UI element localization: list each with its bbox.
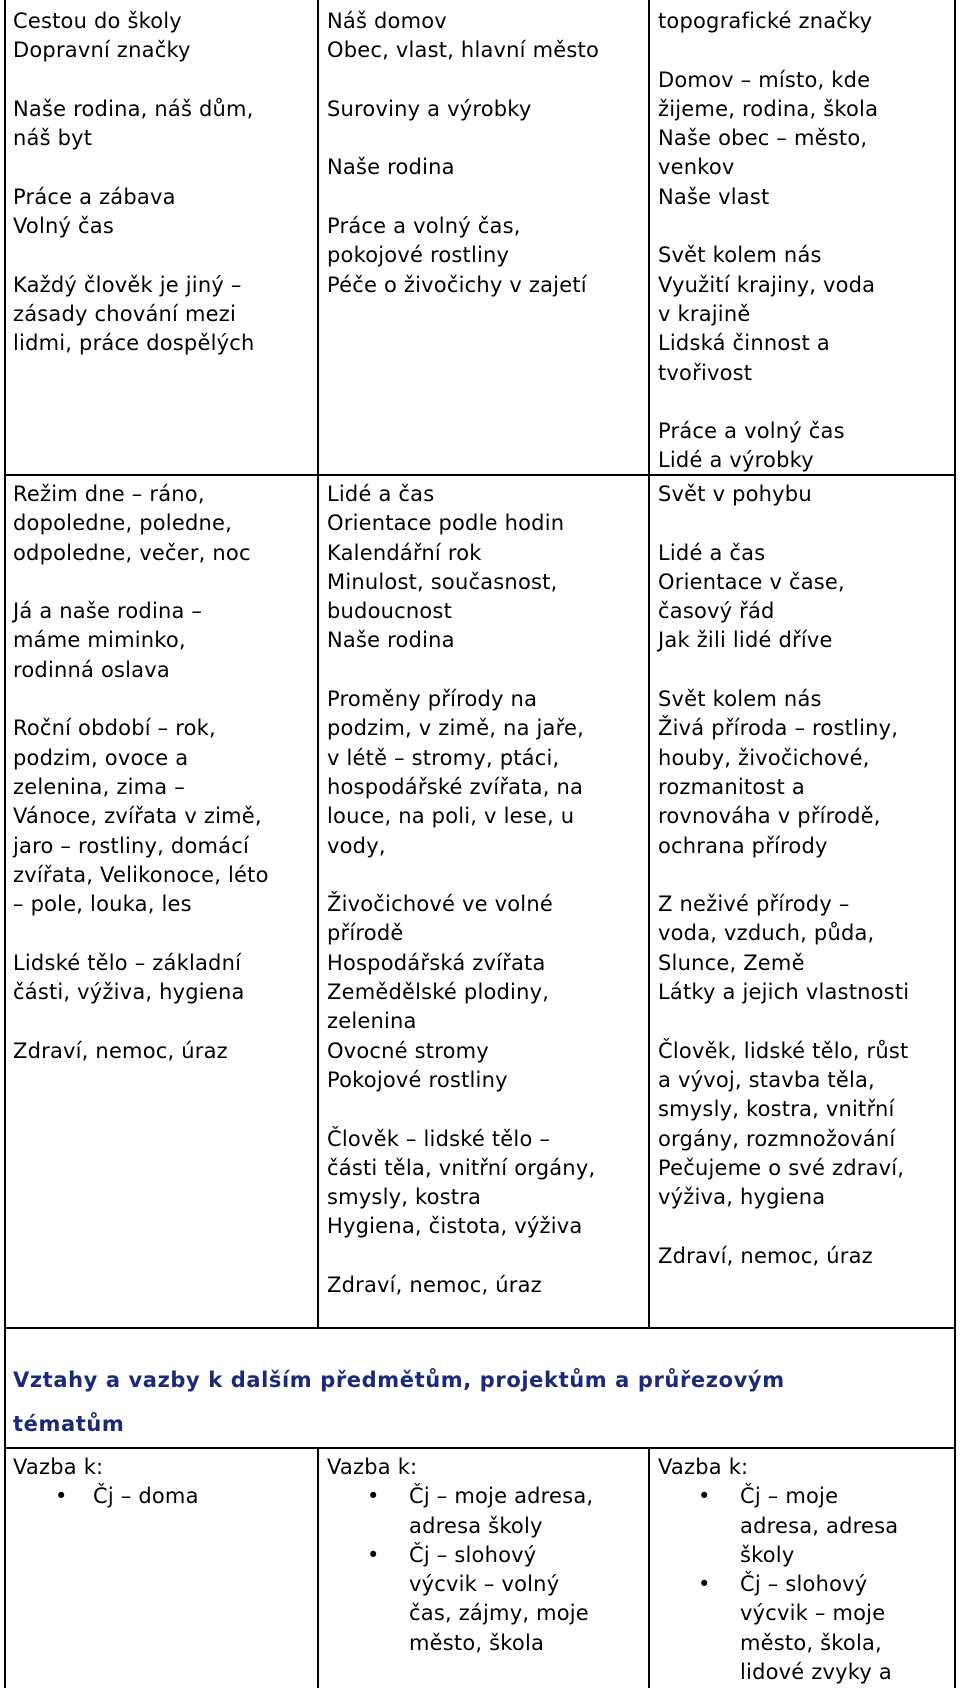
text-line: Lidská činnost a xyxy=(658,331,830,356)
text-line xyxy=(327,1095,595,1124)
text-line: Hygiena, čistota, výživa xyxy=(327,1214,583,1239)
text-line: zelenina xyxy=(327,1009,417,1034)
text-line: Svět kolem nás xyxy=(658,687,822,712)
vazba-label: Vazba k: xyxy=(658,1455,749,1479)
text-line: Volný čas xyxy=(13,214,114,239)
text-line xyxy=(658,656,909,685)
text-line: – pole, louka, les xyxy=(13,892,192,917)
text-line: Člověk – lidské tělo – xyxy=(327,1126,551,1151)
text-line: Naše rodina xyxy=(327,628,455,653)
text-line: Lidé a čas xyxy=(658,540,766,565)
column-divider-1 xyxy=(317,0,319,1328)
text-line: Zdraví, nemoc, úraz xyxy=(327,1273,542,1298)
row2-col2-cell xyxy=(327,480,595,1300)
text-line: Cestou do školy xyxy=(13,9,182,33)
text-line xyxy=(13,919,269,948)
text-line: houby, živočichové, xyxy=(658,745,870,770)
row-divider-sub-2 xyxy=(317,474,648,476)
text-line: v krajině xyxy=(658,301,751,326)
text-line: žijeme, rodina, škola xyxy=(658,96,879,121)
link-list xyxy=(367,1482,593,1658)
table-border-left xyxy=(4,0,6,1688)
heading-divider xyxy=(4,1447,956,1449)
list-item-text: čas, zájmy, moje xyxy=(409,1601,589,1626)
text-line: smysly, kostra, vnitřní xyxy=(658,1097,895,1122)
text-line: rodinná oslava xyxy=(13,657,170,682)
link-column-divider-2 xyxy=(648,1448,650,1688)
list-item xyxy=(698,1482,899,1570)
text-line: a vývoj, stavba těla, xyxy=(658,1067,875,1092)
text-line: zásady chování mezi xyxy=(13,301,236,326)
text-line: Člověk, lidské tělo, růst xyxy=(658,1038,909,1063)
text-line: Péče o živočichy v zajetí xyxy=(327,272,587,297)
bullet-icon: • xyxy=(367,1484,380,1509)
text-line xyxy=(327,1242,595,1271)
text-line: Domov – místo, kde xyxy=(658,67,871,92)
text-line: podzim, ovoce a xyxy=(13,745,189,770)
text-line: Zdraví, nemoc, úraz xyxy=(13,1038,228,1063)
text-line: dopoledne, poledne, xyxy=(13,511,232,536)
text-line xyxy=(13,685,269,714)
text-line xyxy=(658,1007,909,1036)
text-line: jaro – rostliny, domácí xyxy=(13,833,250,858)
text-line: Práce a zábava xyxy=(13,184,176,209)
column-divider-2 xyxy=(648,0,650,1328)
text-line: Využití krajiny, voda xyxy=(658,272,876,297)
text-line xyxy=(658,212,878,241)
text-line: Naše obec – město, xyxy=(658,126,868,151)
list-item-text: Čj – slohový xyxy=(409,1542,537,1567)
text-line: Svět kolem nás xyxy=(658,243,822,268)
text-line: Kalendářní rok xyxy=(327,540,482,565)
list-item xyxy=(55,1482,199,1511)
text-line: louce, na poli, v lese, u xyxy=(327,804,575,829)
text-line: tvořivost xyxy=(658,360,753,385)
text-line: Práce a volný čas xyxy=(658,419,845,444)
text-line: části těla, vnitřní orgány, xyxy=(327,1155,596,1180)
text-line: Z neživé přírody – xyxy=(658,892,850,917)
link-column-divider-1 xyxy=(317,1448,319,1688)
text-line: smysly, kostra xyxy=(327,1185,482,1210)
text-line: Každý člověk je jiný – xyxy=(13,272,242,297)
text-line: venkov xyxy=(658,155,735,180)
text-line: Lidské tělo – základní xyxy=(13,950,242,975)
text-line: odpoledne, večer, noc xyxy=(13,540,251,565)
text-line: Suroviny a výrobky xyxy=(327,96,532,121)
text-line: topografické značky xyxy=(658,9,873,33)
text-line: tématům xyxy=(13,1412,125,1436)
link-list xyxy=(55,1482,199,1511)
text-line xyxy=(658,36,878,65)
text-line: Lidé a čas xyxy=(327,482,435,506)
text-line: vody, xyxy=(327,833,386,858)
vazba-label: Vazba k: xyxy=(327,1455,418,1479)
text-line: náš byt xyxy=(13,126,93,151)
list-item-text: lidové zvyky a xyxy=(740,1660,892,1685)
text-line: Proměny přírody na xyxy=(327,687,538,712)
text-line xyxy=(658,388,878,417)
list-item xyxy=(367,1541,593,1658)
text-line: Obec, vlast, hlavní město xyxy=(327,38,599,63)
text-line: Naše rodina, náš dům, xyxy=(13,96,254,121)
row2-col1-cell xyxy=(13,480,269,1066)
text-line: Zemědělské plodiny, xyxy=(327,980,550,1005)
text-line: časový řád xyxy=(658,599,775,624)
list-item-text: výcvik – volný xyxy=(409,1572,560,1597)
list-item-text: město, škola xyxy=(409,1630,545,1655)
text-line: Živá příroda – rostliny, xyxy=(658,716,899,741)
row2-col3-cell xyxy=(658,480,909,1271)
text-line: ochrana přírody xyxy=(658,833,828,858)
link-list xyxy=(698,1482,898,1687)
section-heading xyxy=(13,1358,933,1446)
text-line xyxy=(327,861,595,890)
list-item xyxy=(698,1570,898,1687)
text-line: rozmanitost a xyxy=(658,774,805,799)
bullet-icon: • xyxy=(367,1542,380,1567)
text-line: Svět v pohybu xyxy=(658,482,812,506)
vazba-label: Vazba k: xyxy=(13,1455,104,1479)
text-line: máme miminko, xyxy=(13,628,186,653)
list-item-text: město, škola, xyxy=(740,1630,882,1655)
text-line xyxy=(327,124,599,153)
text-line xyxy=(658,1212,909,1241)
text-line: Látky a jejich vlastnosti xyxy=(658,980,910,1005)
text-line: Naše rodina xyxy=(327,155,455,180)
list-item-text: adresa školy xyxy=(409,1513,543,1538)
text-line: orgány, rozmnožování xyxy=(658,1126,896,1151)
text-line: Hospodářská zvířata xyxy=(327,950,546,975)
text-line: Orientace podle hodin xyxy=(327,511,565,536)
text-line: části, výživa, hygiena xyxy=(13,980,245,1005)
text-line: podzim, v zimě, na jaře, xyxy=(327,716,584,741)
text-line xyxy=(658,509,909,538)
list-item-text: školy xyxy=(740,1542,795,1567)
text-line: Ovocné stromy xyxy=(327,1038,489,1063)
text-line: zelenina, zima – xyxy=(13,774,185,799)
text-line xyxy=(13,1007,269,1036)
text-line xyxy=(327,656,595,685)
text-line xyxy=(13,241,255,270)
text-line: Režim dne – ráno, xyxy=(13,482,205,506)
list-item-text: Čj – moje adresa, xyxy=(409,1484,594,1509)
row-divider-sub xyxy=(4,474,317,476)
text-line: Živočichové ve volné xyxy=(327,892,553,917)
links-col3 xyxy=(658,1453,898,1687)
bullet-icon: • xyxy=(55,1484,68,1509)
text-line: Lidé a výrobky xyxy=(658,448,814,473)
text-line xyxy=(327,183,599,212)
row1-col1-cell xyxy=(13,7,255,359)
text-line: Slunce, Země xyxy=(658,950,805,975)
text-line xyxy=(658,861,909,890)
list-item-text: adresa, adresa xyxy=(740,1513,899,1538)
list-item xyxy=(367,1482,594,1541)
text-line: Pokojové rostliny xyxy=(327,1067,508,1092)
row1-col3-cell xyxy=(658,7,878,476)
text-line: Zdraví, nemoc, úraz xyxy=(658,1243,873,1268)
text-line: lidmi, práce dospělých xyxy=(13,331,255,356)
text-line xyxy=(13,66,255,95)
list-item-text: Čj – moje xyxy=(740,1484,839,1509)
text-line: Vztahy a vazby k dalším předmětům, projektům a průřezovým xyxy=(13,1368,785,1392)
text-line xyxy=(327,66,599,95)
links-col2 xyxy=(327,1453,593,1658)
text-line xyxy=(13,153,255,182)
text-line: Pečujeme o své zdraví, xyxy=(658,1155,905,1180)
text-line: Orientace v čase, xyxy=(658,569,845,594)
text-line: Vánoce, zvířata v zimě, xyxy=(13,804,262,829)
text-line: budoucnost xyxy=(327,599,453,624)
text-line: přírodě xyxy=(327,921,404,946)
text-line: Já a naše rodina – xyxy=(13,599,203,624)
text-line: Roční období – rok, xyxy=(13,716,216,741)
table-section-divider xyxy=(4,1327,956,1329)
text-line xyxy=(13,568,269,597)
list-item-text: výcvik – moje xyxy=(740,1601,886,1626)
text-line: Dopravní značky xyxy=(13,38,191,63)
bullet-icon: • xyxy=(698,1572,711,1597)
text-line: hospodářské zvířata, na xyxy=(327,774,584,799)
text-line: výživa, hygiena xyxy=(658,1185,826,1210)
text-line: Minulost, současnost, xyxy=(327,569,558,594)
text-line: rovnováha v přírodě, xyxy=(658,804,881,829)
text-line: Práce a volný čas, xyxy=(327,214,521,239)
text-line: Náš domov xyxy=(327,9,447,33)
bullet-icon: • xyxy=(698,1484,711,1509)
links-col1 xyxy=(13,1453,199,1512)
text-line: Jak žili lidé dříve xyxy=(658,628,833,653)
list-item-text: Čj – slohový xyxy=(740,1572,868,1597)
text-line: Naše vlast xyxy=(658,184,770,209)
row1-col2-cell xyxy=(327,7,599,300)
text-line: pokojové rostliny xyxy=(327,243,510,268)
list-item-text: Čj – doma xyxy=(93,1484,199,1509)
text-line: zvířata, Velikonoce, léto xyxy=(13,862,269,887)
text-line: voda, vzduch, půda, xyxy=(658,921,875,946)
text-line: v létě – stromy, ptáci, xyxy=(327,745,560,770)
table-border-right xyxy=(954,0,956,1688)
